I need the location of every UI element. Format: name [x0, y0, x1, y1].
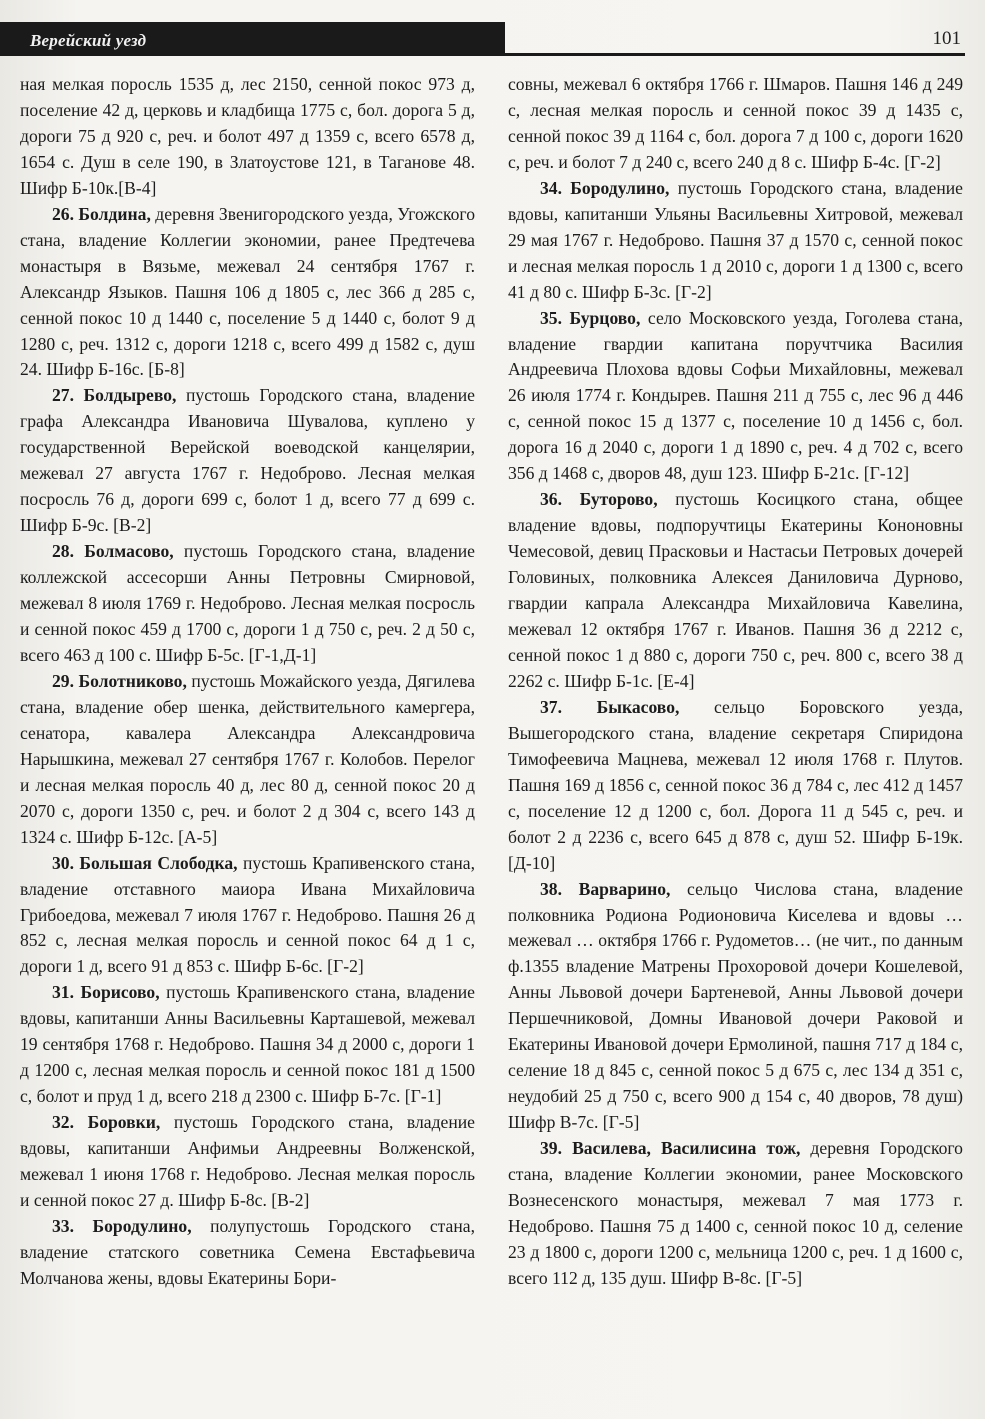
entry-continuation [20, 72, 475, 202]
entry-body: сельцо Боровского уезда, Вышегородского стана, владение секретаря Спиридона Тимофеевича Мацнева, межевал 12 июля 1768 г. Плутов. Пашня 169 д 1856 с, сенной покос 36 д 784 с, лес 412 д 1457 с, поселение 12 д 1200 с, бол. Дорога 11 д 545 с, реч. и болот 2 д 2236 с, всего 645 д 878 с, душ 52. Шифр Б-19к. [Д-10] [508, 696, 963, 873]
entry-name: 38. Варварино, [540, 878, 671, 899]
entry-body: село Московского уезда, Гоголева стана, владение гвардии капитана поручтчика Василия Андреевича Плохова вдовы Софьи Михайловны, межевал 26 июля 1774 г. Кондырев. Пашня 211 д 755 с, лес 96 д 446 с, сенной покос 15 д 1377 с, поселение 10 д 1456 с, бол. дорога 16 д 2040 с, дороги 1 д 1890 с, реч. 4 д 702 с, всего 356 д 1468 с, дворов 48, душ 123. Шифр Б-21с. [Г-12] [508, 307, 963, 484]
entry-body: совны, межевал 6 октября 1766 г. Шмаров. Пашня 146 д 249 с, лесная мелкая поросль и сенной покос 39 д 1435 с, сенной покос 39 д 1164 с, бол. дорога 7 д 100 с, дороги 1620 с, реч. и болот 7 д 240 с, всего 240 д 8 с. Шифр Б-4с. [Г-2] [508, 74, 963, 172]
section-title: Верейский уезд [30, 31, 147, 50]
entry-name: 35. Бурцово, [540, 307, 641, 328]
entry-body: пустошь Косицкого стана, общее владение вдовы, подпоручтицы Екатерины Кононовны Чемесовой, девиц Прасковьи и Настасьи Петровых дочерей Головиных, полковника Алексея Даниловича Дурново, гвардии капрала Александра Михайловича Кавелина, межевал 12 октября 1767 г. Иванов. Пашня 36 д 2212 с, сенной покос 1 д 880 с, дороги 750 с, реч. 800 с, всего 38 д 2262 с. Шифр Б-1с. [Е-4] [508, 489, 963, 691]
entry [20, 851, 475, 981]
entry-name: 37. Быкасово, [540, 696, 680, 717]
entry-body: пустошь Крапивенского стана, владение отставного маиора Ивана Михайловича Грибоедова, межевал 7 июля 1767 г. Недоброво. Пашня 26 д 852 с, лесная мелкая поросль и сенной покос 64 д 1 с, дороги 1 д, всего 91 д 853 с. Шифр Б-6с. [Г-2] [20, 852, 475, 977]
entry-name: 39. Василева, Василисина тож, [540, 1138, 801, 1159]
entry-body: пустошь Городского стана, владение графа Александра Ивановича Шувалова, куплено у государственной Верейской воеводской канцелярии, межевал 27 августа 1767 г. Недоброво. Лесная мелкая посросль 76 д, дороги 699 с, болот 1 д, всего 77 д 699 с. Шифр Б-9с. [В-2] [20, 385, 475, 536]
entry-name: 36. Буторово, [540, 489, 658, 510]
entry [20, 383, 475, 539]
entry [508, 1136, 963, 1292]
entry-body: пустошь Городского стана, владение коллежской ассесорши Анны Петровны Смирновой, межевал 8 июля 1769 г. Недоброво. Лесная мелкая посросль и сенной покос 459 д 1700 с, дороги 1 д 750 с, реч. 2 д 50 с, всего 463 д 100 с. Шифр Б-5с. [Г-1,Д-1] [20, 541, 475, 665]
entry-body: деревня Городского стана, владение Коллегии экономии, ранее Московского Вознесенского монастыря, межевал 7 мая 1773 г. Недоброво. Пашня 75 д 1400 с, сенной покос 10 д, селение 23 д 1800 с, дороги 1200 с, мельница 1200 с, реч. 1 д 1600 с, всего 112 д, 135 душ. Шифр В-8с. [Г-5] [508, 1138, 963, 1288]
entry [20, 980, 475, 1110]
entry [20, 202, 475, 384]
entry-body: пустошь Городского стана, владение вдовы, капитанши Ульяны Васильевны Хитровой, межевал 29 мая 1767 г. Недоброво. Пашня 37 д 1570 с, сенной покос и лесная мелкая поросль 1 д 2010 с, дороги 1 д 1300 с, всего 41 д 80 с. Шифр Б-3с. [Г-2] [508, 177, 963, 302]
entry-body: пустошь Городского стана, владение вдовы, капитанши Анфимьи Андреевны Волженской, межевал 1 июня 1768 г. Недоброво. Лесная мелкая поросль и сенной покос 27 д. Шифр Б-8с. [В-2] [20, 1112, 475, 1210]
entry [20, 539, 475, 669]
entry-name: 31. Борисово, [52, 982, 160, 1003]
entry-body: ная мелкая поросль 1535 д, лес 2150, сенной покос 973 д, поселение 42 д, церковь и кладбища 1775 с, бол. дорога 5 д, дороги 75 д 920 с, реч. и болот 497 д 1359 с, всего 6578 д, 1654 с. Душ в селе 190, в Златоустове 121, в Таганове 48. Шифр Б-10к.[В-4] [20, 74, 475, 198]
text-columns [20, 72, 963, 1409]
entry-body: пустошь Можайского уезда, Дягилева стана, владение обер шенка, действительного камергера, сенатора, кавалера Александра Александровича Нарышкина, межевал 27 сентября 1767 г. Колобов. Перелог и лесная мелкая поросль 40 д, лес 80 д, сенной покос 20 д 2070 с, дороги 1350 с, реч. и болот 2 д 304 с, всего 143 д 1324 с. Шифр Б-12с. [А-5] [20, 670, 476, 847]
entry [508, 695, 963, 877]
entry-body: пустошь Крапивенского стана, владение вдовы, капитанши Анны Васильевны Карташевой, межевал 19 сентября 1768 г. Недоброво. Пашня 34 д 2000 с, дороги 1 д 1200 с, лесная мелкая поросль и сенной покос 181 д 1500 с, болот и пруд 1 д, всего 218 д 2300 с. Шифр Б-7с. [Г-1] [20, 982, 475, 1107]
entry-name: 33. Бородулино, [52, 1215, 192, 1236]
entry-body: сельцо Числова стана, владение полковника Родиона Родионовича Киселева и вдовы … межевал … октября 1766 г. Рудометов… (не чит., по данным ф.1355 владение Матрены Прохоровой дочери Кошелевой, Анны Львовой дочери Бартеневой, Анны Львовой дочери Першечниковой, Домны Ивановой дочери Раковой и Екатерины Ивановой дочери Ермолиной, пашня 717 д 184 с, селение 18 д 845 с, сенной покос 5 д 675 с, лес 134 д 351 с, неудобий 25 д 750 с, всего 900 д 154 с, 40 дворов, 78 душ) Шифр В-7с. [Г-5] [508, 878, 963, 1133]
entry-body: полупустошь Городского стана, владение статского советника Семена Евстафьевича Молчанова жены, вдовы Екатерины Бори- [20, 1215, 475, 1288]
running-header [0, 22, 985, 58]
entry-continuation [508, 72, 963, 176]
entry-name: 34. Бородулино, [540, 177, 670, 198]
entry [20, 669, 475, 851]
entry [508, 176, 963, 306]
header-rule [505, 53, 965, 56]
entry-body: деревня Звенигородского уезда, Угожского стана, владение Коллегии экономии, ранее Предтечева монастыря в Вязьме, межевал 24 сентября 1767 г. Александр Языков. Пашня 106 д 1805 с, лес 366 д 285 с, сенной покос 10 д 1440 с, поселение 5 д 1440 с, болот 9 д 1280 с, реч. 1312 с, дороги 1218 с, всего 499 д 1582 с, душ 24. Шифр Б-16с. [Б-8] [20, 203, 476, 380]
entry-name: 26. Болдина, [52, 203, 151, 224]
entry [508, 877, 963, 1137]
entry-name: 32. Боровки, [52, 1112, 161, 1133]
header-bar [0, 22, 505, 56]
entry-name: 28. Болмасово, [52, 541, 174, 562]
entry-name: 29. Болотниково, [52, 670, 187, 691]
left-column [20, 72, 475, 1409]
page-number: 101 [932, 28, 961, 49]
entry [508, 487, 963, 695]
right-column [508, 72, 963, 1409]
entry [20, 1214, 475, 1292]
entry-name: 27. Болдырево, [52, 385, 177, 406]
entry [508, 306, 963, 488]
entry [20, 1110, 475, 1214]
entry-name: 30. Большая Слободка, [52, 852, 238, 873]
